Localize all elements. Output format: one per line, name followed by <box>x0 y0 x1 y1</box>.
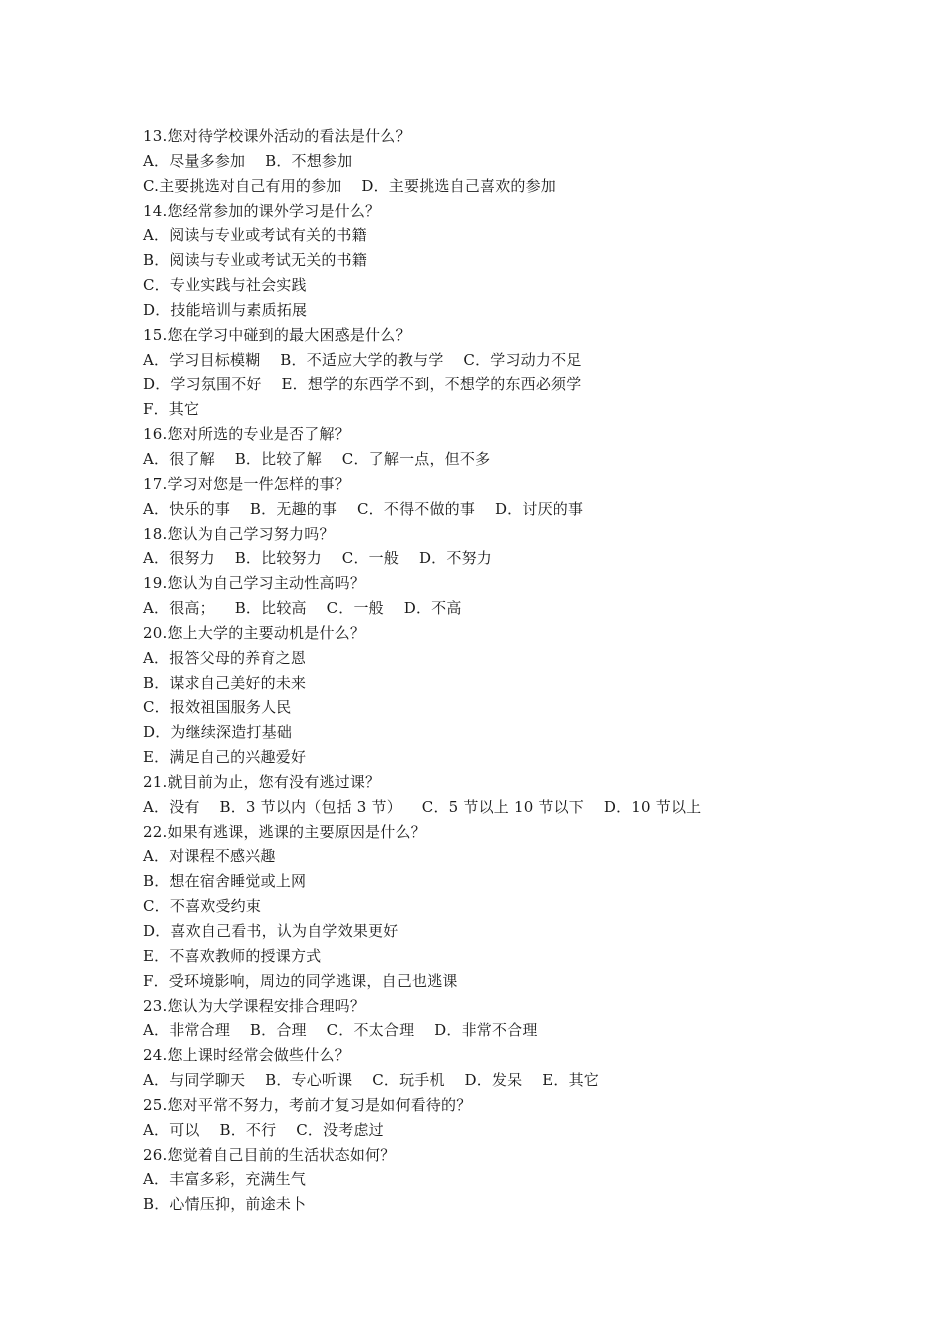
option-22-f: F．受环境影响，周边的同学逃课，自己也逃课 <box>143 971 458 990</box>
question-20: 20.您上大学的主要动机是什么？ <box>143 623 366 642</box>
question-13: 13.您对待学校课外活动的看法是什么？ <box>143 127 411 145</box>
question-16: 16.您对所选的专业是否了解？ <box>143 425 350 444</box>
option-20-c: C．报效祖国服务人民 <box>143 698 292 717</box>
option-22-c: C．不喜欢受约束 <box>143 897 262 916</box>
option-22-b: B．想在宿舍睡觉或上网 <box>143 872 307 891</box>
question-15: 15.您在学习中碰到的最大困惑是什么？ <box>143 325 411 344</box>
options-25: A．可以 B．不行 C．没考虑过 <box>143 1120 384 1139</box>
option-22-d: D．喜欢自己看书，认为自学效果更好 <box>143 922 399 940</box>
options-21: A．没有 B．3 节以内（包括 3 节） C．5 节以上 10 节以下 D．10 节以上 <box>143 797 702 816</box>
question-17: 17.学习对您是一件怎样的事？ <box>143 474 350 493</box>
question-18: 18.您认为自己学习努力吗？ <box>143 524 335 543</box>
option-26-a: A．丰富多彩，充满生气 <box>143 1170 307 1189</box>
question-26: 26.您觉着自己目前的生活状态如何？ <box>143 1145 396 1164</box>
options-19: A．很高； B．比较高 C．一般 D．不高 <box>143 599 462 618</box>
option-14-a: A．阅读与专业或考试有关的书籍 <box>143 226 367 245</box>
question-19: 19.您认为自己学习主动性高吗？ <box>143 574 366 593</box>
option-20-e: E．满足自己的兴趣爱好 <box>143 748 307 767</box>
option-20-d: D．为继续深造打基础 <box>143 723 293 742</box>
option-26-b: B．心情压抑，前途未卜 <box>143 1195 307 1214</box>
question-25: 25.您对平常不努力，考前才复习是如何看待的？ <box>143 1095 472 1114</box>
options-15: A．学习目标模糊 B．不适应大学的教与学 C．学习动力不足 <box>143 350 582 369</box>
options-15-cont: D．学习氛围不好 E．想学的东西学不到，不想学的东西必须学 <box>143 375 582 394</box>
options-13: A．尽量多参加 B．不想参加 <box>143 151 353 170</box>
option-14-d: D．技能培训与素质拓展 <box>143 300 308 319</box>
question-23: 23.您认为大学课程安排合理吗？ <box>143 996 366 1015</box>
options-13-cont: C.主要挑选对自己有用的参加 D．主要挑选自己喜欢的参加 <box>143 176 557 195</box>
option-14-c: C．专业实践与社会实践 <box>143 276 307 295</box>
question-22: 22.如果有逃课，逃课的主要原因是什么？ <box>143 822 426 841</box>
questionnaire-body <box>143 124 843 1217</box>
option-20-a: A．报答父母的养育之恩 <box>143 648 307 667</box>
option-20-b: B．谋求自己美好的未来 <box>143 673 307 692</box>
option-22-e: E．不喜欢教师的授课方式 <box>143 946 322 965</box>
options-23: A．非常合理 B．合理 C．不太合理 D．非常不合理 <box>143 1021 538 1040</box>
options-24: A．与同学聊天 B．专心听课 C．玩手机 D．发呆 E．其它 <box>143 1071 599 1090</box>
options-16: A．很了解 B．比较了解 C．了解一点，但不多 <box>143 449 491 468</box>
option-22-a: A．对课程不感兴趣 <box>143 847 276 866</box>
option-14-b: B．阅读与专业或考试无关的书籍 <box>143 251 368 270</box>
option-15-f: F．其它 <box>143 400 200 419</box>
options-18: A．很努力 B．比较努力 C．一般 D．不努力 <box>143 549 492 568</box>
question-21: 21.就目前为止，您有没有逃过课？ <box>143 772 381 791</box>
question-24: 24.您上课时经常会做些什么？ <box>143 1046 350 1065</box>
question-14: 14.您经常参加的课外学习是什么？ <box>143 201 381 220</box>
options-17: A．快乐的事 B．无趣的事 C．不得不做的事 D．讨厌的事 <box>143 499 584 518</box>
